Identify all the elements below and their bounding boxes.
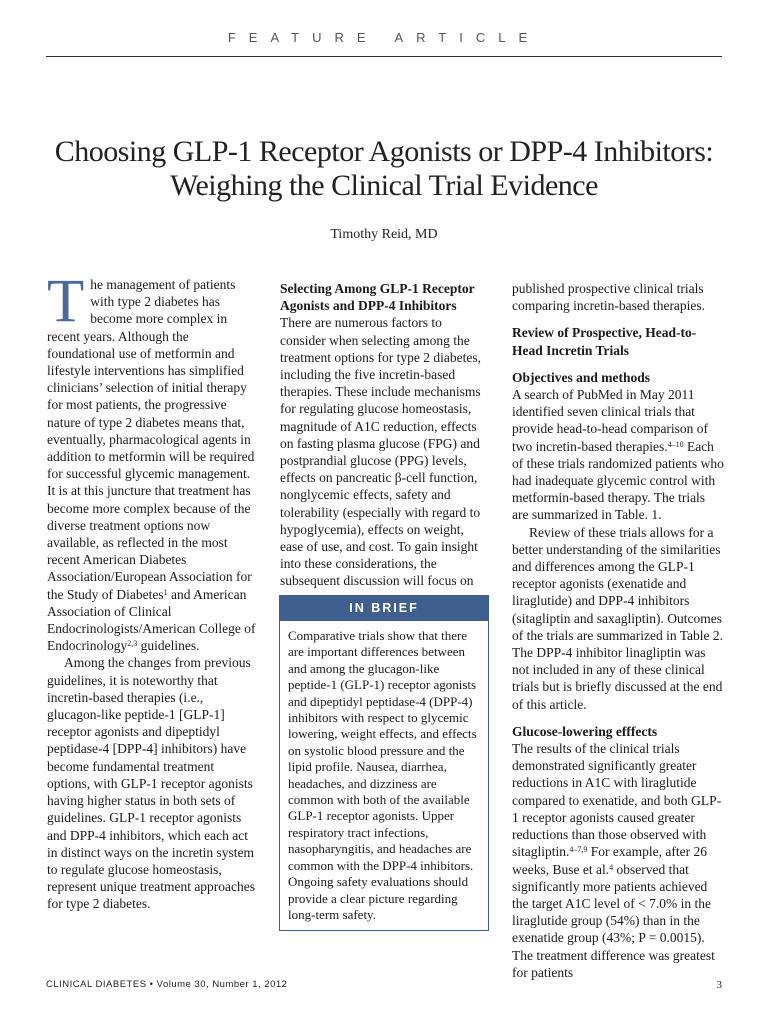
page-number: 3 <box>716 979 722 991</box>
intro-text-end: guidelines. <box>137 638 200 654</box>
subsection-heading: Objectives and methods <box>512 369 650 385</box>
title-line-2: Weighing the Clinical Trial Evidence <box>170 169 598 202</box>
drop-cap: T <box>47 268 85 335</box>
section-heading: Selecting Among GLP-1 Receptor Agonists and DPP-4 Inhibitors <box>280 281 475 314</box>
intro-text: he management of patients with type 2 diabetes has become more complex in recent years. Although the foundational use of metformin and lifestyle interventions has simplified clinicians’ selection of initial therapy for most patients, the progressive nature of type 2 diabetes means that, eventually, pharmacological agents in addition to metformin will be required for successful glycemic management. It is at this juncture that treatment has become more complex because of the diverse treatment options now available, as reflected in the most recent American Diabetes Association/European Association for the Study of Diabetes <box>47 277 255 602</box>
in-brief-heading: IN BRIEF <box>280 596 488 621</box>
ref-sup: 2,3 <box>127 639 138 649</box>
header-rule <box>46 56 722 57</box>
ref-sup: 4–10 <box>667 439 684 449</box>
journal-footer: CLINICAL DIABETES • Volume 30, Number 1, 2012 <box>46 979 288 990</box>
title-line-1: Choosing GLP-1 Receptor Agonists or DPP-4 Inhibitors: <box>54 135 714 168</box>
in-brief-body: Comparative trials show that there are important differences between and among the glucagon-like peptide-1 (GLP-1) receptor agonists and dipeptidyl peptidase-4 (DPP-4) inhibitors with respect to glycemic lowering, weight effects, and effects on systolic blood pressure and the lipid profile. Nausea, diarrhea, headaches, and dizziness are common with both of the available GLP-1 receptor agonists. Upper respiratory tract infections, nasopharyngitis, and headaches are common with the DPP-4 inhibitors. Ongoing safety evaluations should provide a clear picture regarding long-term safety. <box>288 628 477 922</box>
body-paragraph <box>512 740 724 981</box>
column-1 <box>47 268 259 913</box>
intro-text-mid: and American Association of Clinical Endocrinologists/American College of Endocrinology <box>47 586 256 654</box>
intro-paragraph <box>47 268 259 654</box>
body-paragraph <box>512 386 724 524</box>
ref-sup: 1 <box>163 587 168 597</box>
section-heading: Review of Prospective, Head-to-Head Incretin Trials <box>512 325 697 358</box>
column-3 <box>512 280 724 981</box>
column-2 <box>280 280 488 607</box>
body-paragraph: Review of these trials allows for a better understanding of the similarities and differences among the GLP-1 receptor agonists (exenatide and liraglutide) and DPP-4 inhibitors (sitagliptin and saxagliptin). Outcomes of the trials are summarized in Table 2. The DPP-4 inhibitor linagliptin was not included in any of these clinical trials but is briefly discussed at the end of this article. <box>512 524 723 712</box>
author-byline: Timothy Reid, MD <box>330 227 438 242</box>
section-label: FEATURE ARTICLE <box>227 30 541 45</box>
body-text: The results of the clinical trials demonstrated significantly greater reductions in A1C with liraglutide compared to exenatide, and both GLP-1 receptor agonists caused greater reductions than those observed with sitagliptin. <box>512 741 722 860</box>
body-paragraph: Among the changes from previous guidelines, it is noteworthy that incretin-based therapies (i.e., glucagon-like peptide-1 [GLP-1] receptor agonists and dipeptidyl peptidase-4 [DPP-4] inhibitors) have become fundamental treatment options, with GLP-1 receptor agonists having higher status in both sets of guidelines. GLP-1 receptor agonists and DPP-4 inhibitors, which each act in distinct ways on the incretin system to regulate glucose homeostasis, represent unique treatment approaches for type 2 diabetes. <box>47 655 256 912</box>
body-text-end: Each of these trials randomized patients who had inadequate glycemic control with metformin-based therapy. The trials are summarized in Table. 1. <box>512 438 724 523</box>
body-paragraph: There are numerous factors to consider when selecting among the treatment options for type 2 diabetes, including the five incretin-based therapies. These include mechanisms for regulating glucose homeostasis, magnitude of A1C reduction, effects on fasting plasma glucose (FPG) and postprandial glucose (PPG) levels, effects on pancreatic β-cell function, nonglycemic effects, safety and tolerability (especially with regard to hypoglycemia), effects on weight, ease of use, and cost. To gain insight into these considerations, the subsequent discussion will focus on <box>280 315 481 589</box>
body-text: A search of PubMed in May 2011 identified seven clinical trials that provide head-to-head comparison of two incretin-based therapies. <box>512 387 709 454</box>
body-text-end: observed that significantly more patients achieved the target A1C level of < 7.0% in the liraglutide group (54%) than in the exenatide group (43%; P = 0.0015). The treatment difference was greatest for patients <box>512 861 715 980</box>
ref-sup: 4–7,9 <box>569 845 588 855</box>
ref-sup: 4 <box>609 862 614 872</box>
subsection-heading: Glucose-lowering efffects <box>512 723 658 739</box>
in-brief-box <box>279 595 489 931</box>
article-title <box>46 135 722 203</box>
body-paragraph: published prospective clinical trials comparing incretin-based therapies. <box>512 281 706 314</box>
body-text-mid: For example, after 26 weeks, Buse et al. <box>512 844 707 877</box>
